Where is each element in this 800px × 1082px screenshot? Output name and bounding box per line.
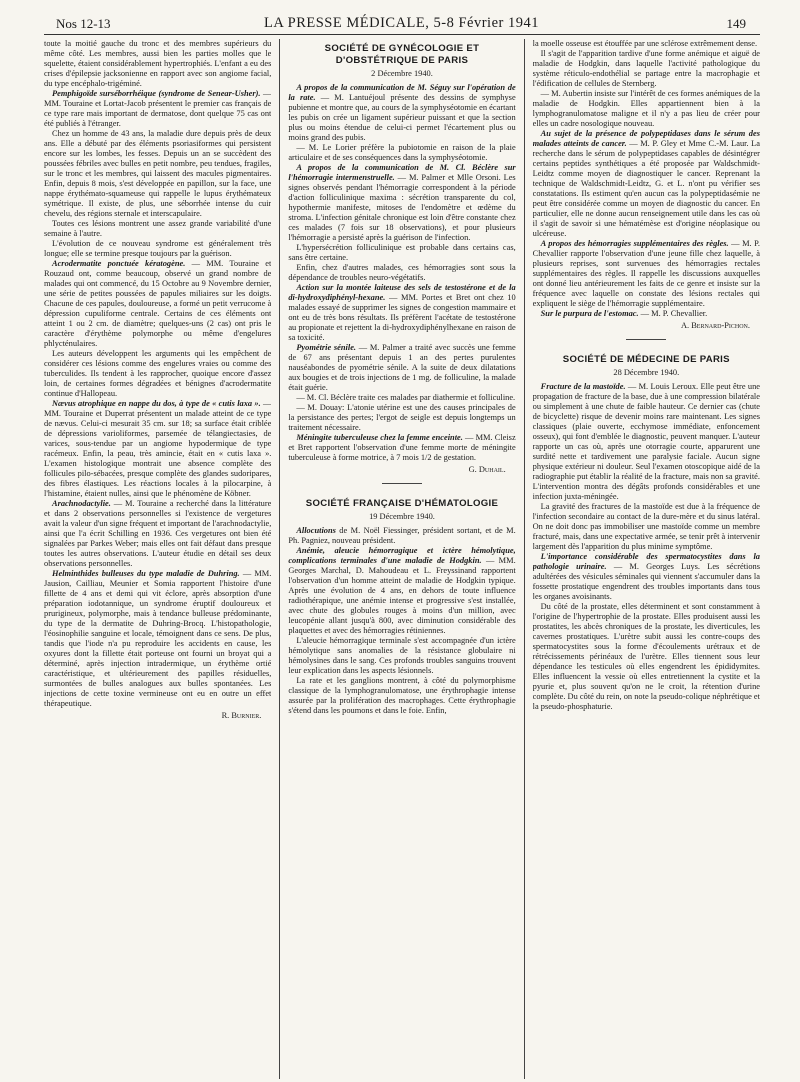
paragraph [288,526,515,546]
column-left [44,39,271,1079]
communication-title: Anémie, aleucie hémorragique et ictère hémolytique, complications terminales d'une maladie de Hodgkin. [288,545,516,565]
communication-title: Helminthides bulleuses du type maladie de Duhring. [52,569,240,578]
paragraph: La rate et les ganglions montrent, à côté du polymorphisme classique de la lymphogranulomatose, une érythrophagie intense assurée par la prolifération des macrophages. Cette érythrophagie s'étend dans les poumons et dans le foie. Enfin, [288,675,516,715]
paragraph [533,382,760,502]
communication-title: A propos des hémorragies supplémentaires des règles. [540,239,729,248]
paragraph-text: — MM. Georges Marchal, D. Mahoudeau et L. Freyssinand rapportent l'observation d'un homme atteint de maladie de Hodgkin typique. Après une évolution de 4 ans, en dehors de toute influence radiothérapique, une anémie intense et progressive s'est installée, avec chute des globules rouges à moins d'un million, avec leucopénie allant jusqu'à 800, avec diminution considérable des plaquettes et avec des hémorragies rétiniennes. [288,555,516,635]
paragraph-text: — M. Palmer et Mlle Orsoni. Les signes observés pendant l'hémorragie correspondent à la période d'action folliculinique maxima : sécrétion transparente du col, hypothermie manifeste, mitoses de l'endomètre et œdème du stroma. L'infection génitale chronique est loin d'être constante chez ces malades (7 fois sur 18 observations), et pour plusieurs l'hémorragie a persisté après la guérison de l'infection. [288,172,516,242]
paragraph-text: — MM. Touraine et Rouzaud ont, comme beaucoup, observé un grand nombre de malades qui ont commencé, du 15 Octobre au 9 Novembre dernier, une série de petites poussées de papules miliaires sur les doigts. Chacune de ces papules, douloureuse, a formé un petit verrucome à dépression cupuliforme centrale. Certains de ces éléments ont atteint 1 ou 2 cm. de diamètre; quelques-uns (2 cas) ont pris le caractère d'érythème polymorphe ou même d'engelures phlycténulaires. [44,259,272,348]
paragraph: L'aleucie hémorragique terminale s'est accompagnée d'un ictère hémolytique sans anomalies de la résistance globulaire ni hémolysines dans le sang. Ces profonds troubles sanguins trouvent leur explication dans les aspects lésionnels. [288,635,516,675]
page-number: 149 [726,16,746,31]
paragraph [288,283,515,343]
paragraph: Chez un homme de 43 ans, la maladie dure depuis près de deux ans. Elle a débuté par des éléments psoriasiformes qui persistent encore sur les lombes, les fesses. Depuis un an se succèdent des poussées fébriles avec bulles en petit nombre, peu tendues, fragiles, sur le tronc et les membres, qui laissent des macules pigmentaires. Enfin, depuis 8 mois, s'est développée en papillon, sur la face, une nappe érythémato-squameuse qui rappelle le lupus érythémateux symétrique. Il existe, de plus, une séborrhée intense du cuir chevelu, des régions sternale et interscapulaire. [44,129,272,218]
paragraph-text: — M. Lantuéjoul présente des dessins de symphyse pubienne et montre que, au cours de la symphyséotomie en écartant les pubis on crée un ligament supérieur puissant et que la section plus ou moins étendue de celui-ci permet l'écartement plus ou moins grand des pubis. [288,92,516,142]
paragraph [288,343,515,393]
communication-title: Allocutions [296,525,336,535]
communication-title: A propos de la communication de M. Cl. Béclère sur l'hémorragie intermenstruelle. [288,162,516,182]
author-signature: G. Duhail. [468,464,506,474]
paragraph: Il s'agit de l'apparition tardive d'une forme anémique et aiguë de maladie de Hodgkin, dans laquelle l'activité pathologique du système réticulo-endothélial se partage entre la macrophagie et l'édification de cellules de Sternberg. [532,49,760,88]
issue-number: Nos 12-13 [56,16,111,31]
society-heading: SOCIÉTÉ DE MÉDECINE DE PARIS [562,354,730,365]
article-columns [44,39,760,1079]
paragraph [533,309,760,319]
communication-title: Fracture de la mastoïde. [540,381,626,391]
paragraph [44,399,271,499]
paragraph [44,89,271,129]
communication-title: L'importance considérable des spermatocystites dans la pathologie urinaire. [532,551,760,571]
paragraph: L'évolution de ce nouveau syndrome est généralement très longue; elle se termine presque toujours par la guérison. [44,239,272,258]
communication-title: Nævus atrophique en nappe du dos, à type de « cutis laxa ». [52,399,261,408]
communication-title: Sur le purpura de l'estomac. [540,309,639,318]
author-signature: R. Burnier. [221,711,262,720]
paragraph-text: — M. P. Gley et Mme C.-M. Laur. La recherche dans le sérum de polypeptidases capables de désintégrer certains peptides synthétiques a été proposée par Waldschmidt-Leidtz comme moyen de diagnostiquer le cancer. Reprenant la technique de Waldschmidt-Leidtz, G. et L. n'ont pu vérifier ses constatations. Ils estiment qu'en aucun cas la polypeptidasémie ne peut être considérée comme un moyen de diagnostic du cancer. En particulier, elle ne donne aucun renseignement utile dans les cas où il s'agit de savoir si une hématémèse est d'origine néoplasique ou ulcéreuse. [532,139,760,238]
paragraph: Toutes ces lésions montrent une assez grande variabilité d'une semaine à l'autre. [44,219,272,238]
communication-title: Arachnodactylie. [52,499,111,508]
paragraph [288,433,515,463]
communication-title: Action sur la montée laiteuse des sels de testostérone et de la di-hydroxydiphényl-hexane. [288,282,516,302]
section-divider [382,483,422,484]
paragraph [533,129,760,239]
column-right [533,39,760,1079]
paragraph-text: — MM. Jausion, Cailliau, Meunier et Somia rapportent l'histoire d'une fillette de 4 ans et demi qui vit éclore, après absorption d'une préparation iodotannique, un syndrome éruptif douloureux et prurigineux, polymorphe, mais à tendance bulleuse prédominante, du type de la dermatite de Duhring-Brocq. L'histopathologie, l'éosinophilie sanguine et locale, témoignent dans ce sens. De plus, tandis que l'iode n'a pu reproduire les accidents en cause, les oxyures dont la fillette était porteuse ont fourni un broyat qui a déterminé, après injection intradermique, un érythème ortié caractéristique, et ultérieurement des papilles résiduelles, surmontées de bulles analogues aux bulles spontanées. Les injections de cette toxine vermineuse ont eu en outre un effet thérapeutique. [44,569,272,708]
paragraph: — M. Douay: L'atonie utérine est une des causes principales de la persistance des pertes; l'ergot de seigle est depuis longtemps un traitement nécessaire. [288,402,516,432]
paragraph-text: de M. Noël Fiessinger, président sortant, et de M. Ph. Pagniez, nouveau président. [288,525,516,545]
column-rule [524,39,525,1079]
paragraph-text: — MM. Touraine et Duperrat présentent un malade atteint de ce type de nævus. Celui-ci mesurait 35 cm. sur 18; sa surface était criblée de dépressions varioliformes, parsemée de télangiectasies, de varices, sous-tendue par un angiome hypodermique de type racémeux. Enfin, la peau, très amincie, était en « cutis laxa ». L'examen histologique montrait une absence complète des follicules pilo-sébacées, presque complète des glandes sudoripares, des fibres élastiques. Les réactions locales à la pilocarpine, à l'histamine, étaient nulles, ainsi que le phénomène de Köbner. [44,399,272,498]
paragraph [533,239,760,309]
paragraph-text: — M. Georges Luys. Les sécrétions adultérées des vésicules séminales qui viennent s'accumuler dans la fossette prostatique engendrent des troubles importants dans tous les organes avoisinants. [532,561,760,601]
paragraph-text: — M. Palmer a traité avec succès une femme de 67 ans présentant depuis 1 an des pertes purulentes nauséabondes de pyométrie sénile. A la suite de deux dilatations aux bougies et de trois injections de 1 mg. de folliculine, la malade était guérie. [288,342,516,392]
paragraph-text: — M. Touraine a recherché dans la littérature et dans 2 observations personnelles si l'existence de vergetures avait la valeur d'un signe fréquent et important de l'arachnodactylie, ainsi que l'a écrit Schilling en 1936. Ces vergetures ont bien été signalées par Parkes Weber; mais elles ont fait défaut dans presque toutes les autres observations. L'auteur étudie en détail ses deux observations personnelles. [44,499,272,568]
paragraph-text: — M. P. Chevallier rapporte l'observation d'une jeune fille chez laquelle, à plusieurs reprises, sont survenues des hémorragies rectales supplémentaires des règles. Il rappelle les discussions auxquelles ont donné lieu antérieurement les faits de ce genre et insiste sur la fréquence avec laquelle on constate des lésions rectales qui expliquent le siège de l'hémorragie supplémentaire. [532,239,760,308]
paragraph-text: — MM. Cleisz et Bret rapportent l'observation d'une femme morte de méningite tuberculeuse à forme motrice, à 7 mois 1/2 de gestation. [288,432,516,462]
paragraph: la moelle osseuse est étouffée par une sclérose extrêmement dense. [532,39,758,48]
paragraph: — M. Le Lorier préfère la pubiotomie en raison de la plaie articulaire et de ses conséquences dans la symphyséotomie. [288,142,516,162]
paragraph: — M. Aubertin insiste sur l'intérêt de ces formes anémiques de la maladie de Hodgkin. Elles appartiennent bien à la lymphogranulomatose maligne et il n'y a pas lieu de créer pour elles un cadre nosologique nouveau. [532,89,760,128]
paragraph: Enfin, chez d'autres malades, ces hémorragies sont sous la dépendance de troubles neuro-végétatifs. [288,262,516,282]
column-middle [288,39,515,1079]
paragraph: toute la moitié gauche du tronc et des membres supérieurs du même côté. Les membres, aussi bien les parties molles que le squelette, étaient considérablement hypertrophiés. L'enfant a eu des crises d'épilepsie jacksonienne en rapport avec son angiome facial, du type encéphalo-trigéminé. [44,39,272,88]
journal-title: LA PRESSE MÉDICALE, 5-8 Février 1941 [264,15,539,31]
paragraph [533,552,760,602]
paragraph: — M. Cl. Béclère traite ces malades par diathermie et folliculine. [296,392,516,402]
section-divider [626,339,666,340]
paragraph [44,259,271,349]
paragraph-text: — M. Louis Leroux. Elle peut être une propagation de fracture de la base, due à une compression bilatérale ou simplement à une chute de faible hauteur. Ce dernier cas (chute de bicyclette) risque de devenir moins rare maintenant. Les signes classiques (plaie ouverte, ecchymose immédiate, enfoncement osseux), qui font d'emblée le diagnostic, peuvent manquer. L'auteur rapporte un cas où, après une otorragie courte, apparurent une surdité nette et tardivement une paralysie faciale. Aucun signe physique extérieur ni douleur. Seul l'examen otoscopique aidé de la radiographie put établir la réalité de la fracture, mais non sa gravité. L'intervention montra des dégâts profonds considérables et une infection juxta-méningée. [532,381,760,501]
paragraph [288,546,515,636]
paragraph: L'hypersécrétion folliculinique est probable dans certains cas, sans être certaine. [288,242,516,262]
session-date: 28 Décembre 1940. [613,367,680,377]
page-header [44,12,760,35]
paragraph: Les auteurs développent les arguments qui les empêchent de considérer ces lésions comme des engelures vraies ou comme des tuberculides. Ils tendent à les rapprocher, quoique encore d'assez loin, de certaines formes dégradées et bénignes d'acrodermatite continue d'Hallopeau. [44,349,272,398]
paragraph: La gravité des fractures de la mastoïde est due à la fréquence de l'infection secondaire au contact de la dure-mère et du sinus latéral. On ne doit donc pas immobiliser une mastoïde comme un membre fracturé, mais, dans une expectative armée, se tenir prêt à intervenir largement dès l'apparition du plus minime symptôme. [532,501,760,551]
society-heading: SOCIÉTÉ FRANÇAISE D'HÉMATOLOGIE [305,497,499,509]
paragraph: Du côté de la prostate, elles déterminent et sont constamment à l'origine de l'hypertrophie de la prostate. Elles produisent aussi les prostatites, les abcès chroniques de la prostate, les diverticules, les cavernes prostatiques. L'urètre subit aussi les contre-coups des spermatocystites sous la forme d'écoulements urétraux et de rétrécissements périnéaux de l'urètre. Elles tiennent sous leur dépendance les testicules où elles engendrent les épididymites. Elles influencent la vessie où elles entretiennent la cystite et la pyurie et, plus souvent qu'on ne le croit, la rétention d'urine complète. Du côté du rein, on note la pseudo-colique néphrétique et la pseudo-phosphaturie. [532,601,760,711]
paragraph-text: — MM. Touraine et Lortat-Jacob présentent le premier cas français de ce type rare mais important de dermatose, dont quelque 75 cas ont été publiés à l'étranger. [44,89,272,128]
communication-title: Acrodermatite ponctuée kératogène. [52,259,186,268]
communication-title: Méningite tuberculeuse chez la femme enceinte. [296,432,463,442]
author-signature: A. Bernard-Pichon. [680,321,750,330]
paragraph [44,569,271,709]
communication-title: Pemphigoïde surséborrhéique (syndrome de Senear-Usher). [52,89,261,98]
paragraph-text: — MM. Portes et Bret ont chez 10 malades essayé de supprimer les signes de congestion mammaire et ont eu de très bons résultats. Ils préfèrent l'acétate de testostérone au propionate et rejettent la di-hydroxydiphénylhexane en raison de sa toxicité. [288,292,516,342]
session-date: 19 Décembre 1940. [369,511,435,521]
paragraph [44,499,271,569]
communication-title: Au sujet de la présence de polypeptidases dans le sérum des malades atteints de cancer. [532,129,760,148]
communication-title: Pyométrie sénile. [296,342,357,352]
paragraph [288,163,515,243]
communication-title: A propos de la communication de M. Séguy sur l'opération de la rate. [288,82,516,102]
paragraph-text: — M. P. Chevallier. [638,309,708,318]
column-rule [279,39,280,1079]
session-date: 2 Décembre 1940. [371,68,433,78]
society-heading: SOCIÉTÉ DE GYNÉCOLOGIE ET D'OBSTÉTRIQUE DE PARIS [324,43,480,66]
paragraph [288,83,515,143]
